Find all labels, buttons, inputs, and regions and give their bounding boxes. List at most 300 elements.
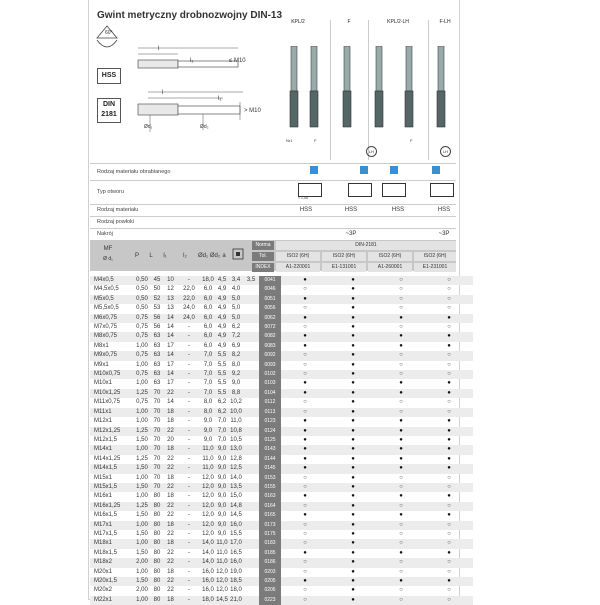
cell-d3: 19,0 bbox=[230, 568, 242, 575]
cell-mf: M4,5x0,5 bbox=[94, 286, 119, 293]
cell-l: 63 bbox=[153, 361, 161, 368]
cell-l1: 18 bbox=[164, 408, 177, 417]
cell-a bbox=[243, 351, 259, 360]
cell-l1: 17 bbox=[167, 342, 174, 349]
availability-marker: ○ bbox=[303, 568, 307, 575]
availability-marker: ● bbox=[377, 577, 425, 586]
cell-d1: 14,0 bbox=[202, 549, 214, 556]
availability-marker: ● bbox=[329, 445, 377, 454]
cell-p: 0,75 bbox=[136, 399, 148, 406]
cell-l2: - bbox=[177, 502, 201, 511]
cell-d2: 9,0 bbox=[217, 512, 227, 519]
header-l: L bbox=[149, 253, 153, 259]
availability-marker: ○ bbox=[377, 521, 425, 530]
cell-p: 0,50 bbox=[134, 276, 150, 285]
availability-marker: ● bbox=[447, 493, 451, 500]
availability-marker: ○ bbox=[303, 530, 307, 537]
cell-mf: M17x1 bbox=[90, 521, 134, 530]
cell-mf: M20x1 bbox=[94, 568, 113, 575]
availability-marker: ● bbox=[425, 332, 473, 341]
cell-mf: M16x1 bbox=[94, 493, 113, 500]
cell-p: 2,00 bbox=[134, 558, 150, 567]
table-row bbox=[90, 502, 473, 511]
cell-d3: 10,5 bbox=[230, 436, 242, 443]
availability-marker: ● bbox=[329, 596, 377, 605]
column-header-kpl2: KPL/2 bbox=[291, 19, 305, 25]
index-value: E1-131001 bbox=[322, 263, 366, 272]
cell-a bbox=[243, 436, 259, 445]
availability-marker: ○ bbox=[377, 483, 425, 492]
row-label: Rodzaj materiału obrabianego bbox=[97, 169, 171, 175]
cell-p: 0,50 bbox=[136, 305, 148, 312]
table-row bbox=[90, 596, 473, 605]
cell-index: 0153 bbox=[259, 474, 281, 483]
cell-a bbox=[243, 332, 259, 341]
availability-marker: ○ bbox=[303, 324, 307, 331]
cell-p: 1,00 bbox=[134, 596, 150, 605]
cell-d1: 14,0 bbox=[201, 558, 215, 567]
hole-note: < 1,5d bbox=[298, 196, 308, 200]
cell-l1: 22 bbox=[164, 464, 177, 473]
cell-l1: 18 bbox=[164, 596, 177, 605]
cell-mf: M14x1 bbox=[90, 445, 134, 454]
cell-mf: M15x1,5 bbox=[90, 483, 134, 492]
cell-l1: 22 bbox=[167, 587, 174, 594]
tap-image-f bbox=[343, 46, 351, 127]
hss-material-box: HSS bbox=[97, 68, 121, 84]
cell-d2: 9,0 bbox=[215, 464, 229, 473]
table-row bbox=[90, 539, 473, 548]
availability-marker: ● bbox=[425, 445, 473, 454]
cell-d3: 8,0 bbox=[231, 361, 241, 368]
column-header-f: F bbox=[347, 19, 351, 25]
cell-a bbox=[243, 361, 259, 370]
cell-l: 80 bbox=[153, 530, 161, 537]
cell-p: 1,00 bbox=[136, 342, 148, 349]
cell-l2: - bbox=[177, 276, 201, 285]
availability-marker: ● bbox=[303, 493, 307, 500]
cell-index: 0124 bbox=[259, 427, 281, 436]
cell-index: 0183 bbox=[259, 539, 281, 548]
table-row bbox=[90, 295, 473, 304]
cell-p: 1,50 bbox=[136, 436, 148, 443]
cell-d1: 12,0 bbox=[201, 483, 215, 492]
cell-mf: M20x2 bbox=[94, 587, 113, 594]
availability-marker: ○ bbox=[399, 305, 403, 312]
availability-marker: ● bbox=[351, 436, 355, 443]
table-row bbox=[90, 577, 473, 586]
cell-d2: 4,9 bbox=[215, 295, 229, 304]
availability-marker: ● bbox=[329, 314, 377, 323]
cell-p: 0,50 bbox=[134, 295, 150, 304]
availability-marker: ● bbox=[281, 577, 329, 586]
cell-d1: 16,0 bbox=[202, 587, 214, 594]
cell-p: 1,25 bbox=[134, 502, 150, 511]
availability-marker: ● bbox=[281, 276, 329, 285]
availability-marker: ○ bbox=[447, 530, 451, 537]
cell-p: 1,25 bbox=[136, 455, 148, 462]
cell-mf: M16x1,25 bbox=[90, 502, 134, 511]
blind-hole-icon bbox=[348, 183, 372, 197]
availability-marker: ● bbox=[399, 455, 403, 462]
cell-l: 70 bbox=[153, 399, 161, 406]
row-label: Nakrój bbox=[97, 231, 113, 237]
availability-marker: ● bbox=[377, 389, 425, 398]
cell-l1: 18 bbox=[164, 521, 177, 530]
cell-l: 70 bbox=[150, 445, 164, 454]
dimensions-table bbox=[90, 276, 473, 605]
availability-marker: ● bbox=[329, 577, 377, 586]
table-row bbox=[90, 370, 473, 379]
availability-marker: ○ bbox=[425, 596, 473, 605]
cell-a bbox=[243, 285, 259, 294]
cell-d1: 7,0 bbox=[203, 361, 213, 368]
table-row bbox=[90, 285, 473, 294]
cell-d1: 9,0 bbox=[203, 436, 213, 443]
availability-marker: ● bbox=[425, 389, 473, 398]
cell-mf: M5x0,5 bbox=[90, 295, 134, 304]
cell-l2: 24,0 bbox=[183, 305, 195, 312]
cell-a bbox=[243, 474, 259, 483]
cell-a bbox=[243, 586, 259, 595]
availability-marker: ● bbox=[447, 512, 451, 519]
cell-a bbox=[243, 408, 259, 417]
cell-mf: M16x1,5 bbox=[94, 512, 118, 519]
cell-p: 1,25 bbox=[134, 427, 150, 436]
cell-l2: 22,0 bbox=[183, 286, 195, 293]
cell-p: 1,00 bbox=[136, 568, 148, 575]
cell-l: 70 bbox=[153, 436, 161, 443]
availability-marker: ● bbox=[447, 380, 451, 387]
cell-p: 1,50 bbox=[134, 464, 150, 473]
table-row bbox=[90, 492, 473, 501]
cell-l1: 22 bbox=[164, 577, 177, 586]
availability-marker: ● bbox=[303, 549, 307, 556]
header-mf-sub: Ø d₁ bbox=[103, 256, 113, 262]
availability-marker: ● bbox=[281, 332, 329, 341]
cell-d3: 4,0 bbox=[231, 286, 241, 293]
column-header-kpl2-lh: KPL/2-LH bbox=[387, 19, 409, 25]
availability-marker: ○ bbox=[425, 408, 473, 417]
cell-l1: 22 bbox=[167, 530, 174, 537]
cell-d1: 7,0 bbox=[201, 351, 215, 360]
cell-p: 1,00 bbox=[134, 445, 150, 454]
availability-marker: ○ bbox=[447, 361, 451, 368]
cell-l2: - bbox=[177, 408, 201, 417]
cell-index: 0155 bbox=[259, 483, 281, 492]
cell-p: 1,50 bbox=[136, 512, 148, 519]
availability-marker: ● bbox=[425, 464, 473, 473]
availability-marker: ● bbox=[281, 314, 329, 323]
cell-d1: 12,0 bbox=[202, 530, 214, 537]
cell-p: 1,50 bbox=[136, 549, 148, 556]
cell-a bbox=[243, 417, 259, 426]
cell-a bbox=[243, 539, 259, 548]
cell-mf: M18x1,5 bbox=[94, 549, 118, 556]
dim-d1-label: Ød₁ bbox=[144, 124, 153, 130]
cell-l: 52 bbox=[150, 295, 164, 304]
cell-index: 0125 bbox=[259, 436, 281, 445]
cell-d2: 11,0 bbox=[216, 549, 228, 556]
table-row bbox=[90, 342, 473, 351]
cell-d3: 10,2 bbox=[230, 399, 242, 406]
cell-a bbox=[243, 492, 259, 501]
availability-marker: ● bbox=[351, 361, 355, 368]
availability-marker: ○ bbox=[399, 399, 403, 406]
cell-l1: 13 bbox=[167, 305, 174, 312]
availability-marker: ● bbox=[399, 418, 403, 425]
availability-marker: ● bbox=[329, 408, 377, 417]
availability-marker: ● bbox=[351, 399, 355, 406]
cell-l: 70 bbox=[150, 408, 164, 417]
tol-value: ISO2 (6H) bbox=[368, 252, 412, 261]
availability-marker: ○ bbox=[303, 286, 307, 293]
cell-l2: - bbox=[177, 483, 201, 492]
material-p-icon bbox=[432, 166, 440, 174]
cell-l2: - bbox=[188, 418, 190, 425]
availability-marker: ● bbox=[329, 295, 377, 304]
header-norma-label: Norma bbox=[252, 241, 274, 250]
availability-marker: ● bbox=[281, 295, 329, 304]
table-row bbox=[90, 361, 473, 370]
tool-label-f: F bbox=[314, 138, 317, 143]
cell-l1: 18 bbox=[164, 445, 177, 454]
cell-index: 0082 bbox=[259, 332, 281, 341]
dim-d2-label: Ød₂ bbox=[200, 124, 209, 130]
cell-index: 0123 bbox=[259, 417, 281, 426]
availability-marker: ● bbox=[351, 474, 355, 481]
tol-value: ISO2 (6H) bbox=[322, 252, 366, 261]
cell-d2: 9,0 bbox=[217, 493, 227, 500]
dim-l-label: l bbox=[158, 46, 160, 52]
cell-d2: 9,0 bbox=[215, 521, 229, 530]
cell-a bbox=[243, 558, 259, 567]
availability-marker: ○ bbox=[399, 587, 403, 594]
cell-d2: 7,0 bbox=[217, 418, 227, 425]
cell-d3: 12,5 bbox=[229, 464, 243, 473]
availability-marker: ● bbox=[351, 380, 355, 387]
cell-a bbox=[243, 530, 259, 539]
availability-marker: ○ bbox=[447, 305, 451, 312]
cell-l2: - bbox=[177, 464, 201, 473]
cell-d1: 11,0 bbox=[202, 455, 214, 462]
cell-d3: 18,5 bbox=[229, 577, 243, 586]
cell-l2: - bbox=[177, 445, 201, 454]
cell-d3: 9,2 bbox=[229, 370, 243, 379]
tap-images bbox=[280, 46, 455, 156]
cell-l: 80 bbox=[150, 577, 164, 586]
cell-p: 1,00 bbox=[136, 493, 148, 500]
availability-marker: ● bbox=[351, 587, 355, 594]
availability-marker: ● bbox=[447, 436, 451, 443]
page-title: Gwint metryczny drobnozwojny DIN-13 bbox=[97, 10, 283, 21]
availability-marker: ○ bbox=[303, 399, 307, 406]
availability-marker: ● bbox=[351, 512, 355, 519]
m10-small-label: ≤ M10 bbox=[229, 58, 246, 64]
cell-d3: 11,0 bbox=[230, 418, 242, 425]
availability-marker: ○ bbox=[303, 474, 307, 481]
cell-d2: 9,0 bbox=[217, 474, 227, 481]
availability-marker: ○ bbox=[425, 558, 473, 567]
cell-a bbox=[243, 455, 259, 464]
availability-marker: ● bbox=[303, 455, 307, 462]
header-d1: Ød₁ bbox=[197, 253, 209, 259]
cell-mf: M7x0,75 bbox=[94, 324, 118, 331]
cell-l: 80 bbox=[150, 502, 164, 511]
availability-marker: ○ bbox=[425, 539, 473, 548]
cell-l: 53 bbox=[153, 305, 161, 312]
cell-mf: M12x1,5 bbox=[94, 436, 118, 443]
cell-d1: 11,0 bbox=[201, 464, 215, 473]
cell-l1: 14 bbox=[164, 351, 177, 360]
table-row bbox=[90, 427, 473, 436]
header-mf: MF bbox=[103, 246, 113, 252]
row-label: Typ otworu bbox=[97, 189, 124, 195]
cell-a bbox=[243, 304, 259, 313]
cell-d3: 16,5 bbox=[230, 549, 242, 556]
header-index-label: INDEX bbox=[252, 263, 274, 272]
cell-d1: 12,0 bbox=[201, 502, 215, 511]
cell-d2: 11,0 bbox=[215, 539, 229, 548]
cell-a bbox=[243, 314, 259, 323]
availability-marker: ● bbox=[303, 342, 307, 349]
blind-hole-icon bbox=[430, 183, 454, 197]
cell-d3: 14,0 bbox=[230, 474, 242, 481]
availability-marker: ● bbox=[303, 418, 307, 425]
cell-a bbox=[243, 521, 259, 530]
cell-index: 0083 bbox=[259, 342, 281, 351]
availability-marker: ● bbox=[447, 549, 451, 556]
availability-marker: ○ bbox=[281, 596, 329, 605]
availability-marker: ○ bbox=[425, 276, 473, 285]
cell-d1: 7,0 bbox=[203, 380, 213, 387]
mat-value: HSS bbox=[437, 207, 451, 213]
cell-d2: 4,9 bbox=[217, 305, 227, 312]
material-p-icon bbox=[310, 166, 318, 174]
cell-mf: M11x1 bbox=[90, 408, 134, 417]
mat-value: HSS bbox=[391, 207, 405, 213]
cell-l2: - bbox=[188, 380, 190, 387]
availability-marker: ○ bbox=[281, 483, 329, 492]
cell-l: 56 bbox=[153, 324, 161, 331]
availability-marker: ○ bbox=[399, 361, 403, 368]
cell-l: 63 bbox=[153, 342, 161, 349]
availability-marker: ● bbox=[351, 305, 355, 312]
material-p-icon bbox=[360, 166, 368, 174]
cell-l1: 14 bbox=[167, 399, 174, 406]
cell-l1: 22 bbox=[164, 483, 177, 492]
table-row bbox=[90, 379, 473, 388]
table-row bbox=[90, 474, 473, 483]
availability-marker: ○ bbox=[281, 370, 329, 379]
cell-d3: 13,5 bbox=[229, 483, 243, 492]
cell-l2: - bbox=[188, 493, 190, 500]
cell-p: 0,75 bbox=[134, 351, 150, 360]
availability-marker: ○ bbox=[377, 370, 425, 379]
cell-l2: 24,0 bbox=[177, 314, 201, 323]
cell-l: 63 bbox=[150, 351, 164, 360]
availability-marker: ● bbox=[425, 314, 473, 323]
availability-marker: ○ bbox=[399, 530, 403, 537]
cell-p: 1,00 bbox=[136, 418, 148, 425]
cell-d3: 16,0 bbox=[229, 521, 243, 530]
cell-d3: 5,0 bbox=[231, 305, 241, 312]
cell-d2: 5,5 bbox=[217, 380, 227, 387]
cell-index: 0143 bbox=[259, 445, 281, 454]
availability-marker: ● bbox=[351, 530, 355, 537]
availability-marker: ○ bbox=[425, 502, 473, 511]
table-row bbox=[90, 436, 473, 445]
cell-l: 80 bbox=[153, 549, 161, 556]
cell-l2: - bbox=[188, 455, 190, 462]
availability-marker: ● bbox=[377, 314, 425, 323]
availability-marker: ● bbox=[351, 493, 355, 500]
availability-marker: ○ bbox=[377, 276, 425, 285]
cell-mf: M15x1 bbox=[94, 474, 113, 481]
cell-p: 1,00 bbox=[134, 539, 150, 548]
availability-marker: ○ bbox=[399, 286, 403, 293]
cell-l1: 22 bbox=[167, 512, 174, 519]
availability-marker: ● bbox=[399, 549, 403, 556]
header-d2: Ød₂ bbox=[209, 253, 221, 259]
availability-marker: ● bbox=[329, 502, 377, 511]
mat-value: HSS bbox=[299, 207, 313, 213]
cell-d1: 6,0 bbox=[201, 314, 215, 323]
cell-d1: 6,0 bbox=[203, 305, 213, 312]
availability-marker: ● bbox=[329, 464, 377, 473]
cell-l: 80 bbox=[150, 558, 164, 567]
cell-d3: 14,8 bbox=[229, 502, 243, 511]
cell-l: 45 bbox=[150, 276, 164, 285]
cell-p: 1,00 bbox=[136, 361, 148, 368]
cell-l: 80 bbox=[153, 512, 161, 519]
cell-l1: 13 bbox=[164, 295, 177, 304]
cell-mf: M9x0,75 bbox=[90, 351, 134, 360]
cell-l1: 22 bbox=[164, 502, 177, 511]
cell-p: 0,75 bbox=[134, 314, 150, 323]
cell-d2: 6,2 bbox=[215, 408, 229, 417]
cell-d3: 10,8 bbox=[229, 427, 243, 436]
availability-marker: ○ bbox=[377, 408, 425, 417]
cell-l2: 22,0 bbox=[177, 295, 201, 304]
blind-hole-icon bbox=[298, 183, 322, 197]
availability-marker: ● bbox=[281, 445, 329, 454]
cell-l1: 18 bbox=[164, 539, 177, 548]
table-row bbox=[90, 417, 473, 426]
cell-index: 0223 bbox=[259, 596, 281, 605]
availability-marker: ● bbox=[329, 332, 377, 341]
cell-p: 1,00 bbox=[136, 380, 148, 387]
dim-l1-label: l₁ bbox=[190, 58, 194, 64]
cell-d3: 12,8 bbox=[230, 455, 242, 462]
cell-d1: 12,0 bbox=[202, 474, 214, 481]
cell-d1: 9,0 bbox=[201, 427, 215, 436]
cell-d2: 12,0 bbox=[216, 568, 228, 575]
tap-technical-drawing bbox=[93, 24, 278, 148]
cell-l2: - bbox=[188, 568, 190, 575]
cell-d2: 9,0 bbox=[217, 530, 227, 537]
cell-l: 70 bbox=[153, 455, 161, 462]
cell-l2: - bbox=[177, 577, 201, 586]
cell-l: 80 bbox=[150, 521, 164, 530]
cell-p: 0,50 bbox=[136, 286, 148, 293]
cell-l: 80 bbox=[153, 587, 161, 594]
cell-d2: 4,9 bbox=[215, 332, 229, 341]
cell-mf: M4x0,5 bbox=[90, 276, 134, 285]
cell-l1: 22 bbox=[164, 389, 177, 398]
cell-a: 3,5 bbox=[243, 276, 259, 285]
cell-index: 0093 bbox=[259, 361, 281, 370]
